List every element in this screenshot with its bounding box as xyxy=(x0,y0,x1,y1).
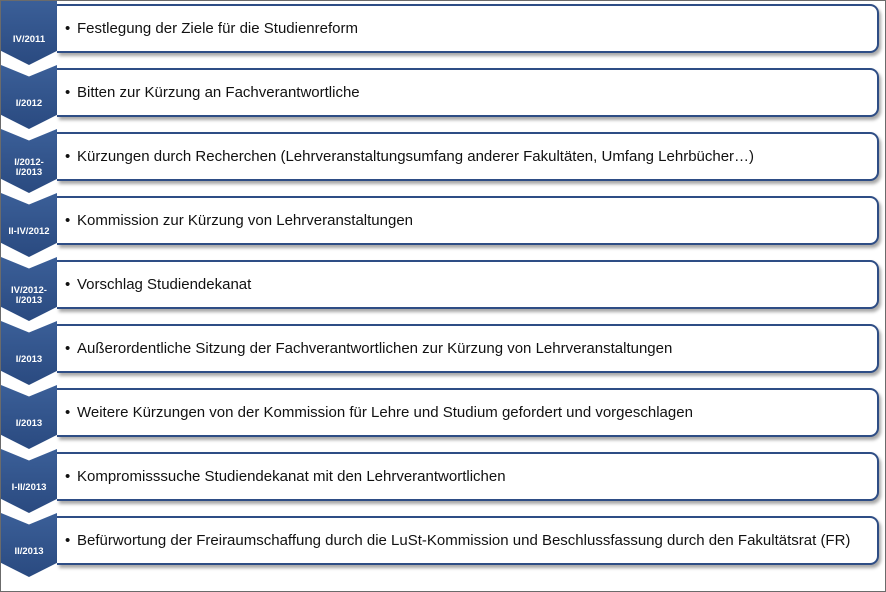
timeline-step xyxy=(0,385,886,449)
bullet-icon: • xyxy=(65,84,71,101)
timeline-step xyxy=(0,193,886,257)
step-date: IV/2011 xyxy=(12,34,46,45)
step-box xyxy=(57,196,879,245)
bullet-icon: • xyxy=(65,468,71,485)
bullet-icon: • xyxy=(65,148,71,165)
step-text: Bitten zur Kürzung an Fachverantwortliche xyxy=(77,84,360,101)
step-date: I/2013 xyxy=(15,418,43,429)
step-date: I-II/2013 xyxy=(11,482,47,493)
bullet-icon: • xyxy=(65,404,71,421)
step-box xyxy=(57,452,879,501)
step-date: IV/2012- I/2013 xyxy=(11,285,47,306)
step-box xyxy=(57,132,879,181)
timeline-step xyxy=(0,513,886,577)
step-box xyxy=(57,388,879,437)
step-text: Weitere Kürzungen von der Kommission für Lehre und Studium gefordert und vorgeschlagen xyxy=(77,404,693,421)
step-box xyxy=(57,516,879,565)
step-date: I/2012- I/2013 xyxy=(14,157,44,178)
timeline-step xyxy=(0,449,886,513)
bullet-icon: • xyxy=(65,20,71,37)
step-box xyxy=(57,4,879,53)
timeline-step xyxy=(0,321,886,385)
step-text: Kompromisssuche Studiendekanat mit den Lehrverantwortlichen xyxy=(77,468,506,485)
step-box xyxy=(57,324,879,373)
bullet-icon: • xyxy=(65,532,71,549)
timeline-step xyxy=(0,129,886,193)
step-text: Befürwortung der Freiraumschaffung durch die LuSt-Kommission und Beschlussfassung durch den Fakultätsrat (FR) xyxy=(77,532,851,549)
step-text: Festlegung der Ziele für die Studienreform xyxy=(77,20,358,37)
timeline-step xyxy=(0,1,886,65)
step-text: Vorschlag Studiendekanat xyxy=(77,276,252,293)
bullet-icon: • xyxy=(65,212,71,229)
step-box xyxy=(57,68,879,117)
timeline-step xyxy=(0,65,886,129)
step-text: Kürzungen durch Recherchen (Lehrveranstaltungsumfang anderer Fakultäten, Umfang Lehrbücher…) xyxy=(77,148,755,165)
step-text: Außerordentliche Sitzung der Fachverantwortlichen zur Kürzung von Lehrveranstaltungen xyxy=(77,340,673,357)
bullet-icon: • xyxy=(65,340,71,357)
step-date: I/2012 xyxy=(15,98,43,109)
step-box xyxy=(57,260,879,309)
timeline-step xyxy=(0,257,886,321)
step-date: I/2013 xyxy=(15,354,43,365)
bullet-icon: • xyxy=(65,276,71,293)
step-date: II-IV/2012 xyxy=(8,226,50,237)
step-text: Kommission zur Kürzung von Lehrveranstaltungen xyxy=(77,212,414,229)
step-date: II/2013 xyxy=(14,546,44,557)
